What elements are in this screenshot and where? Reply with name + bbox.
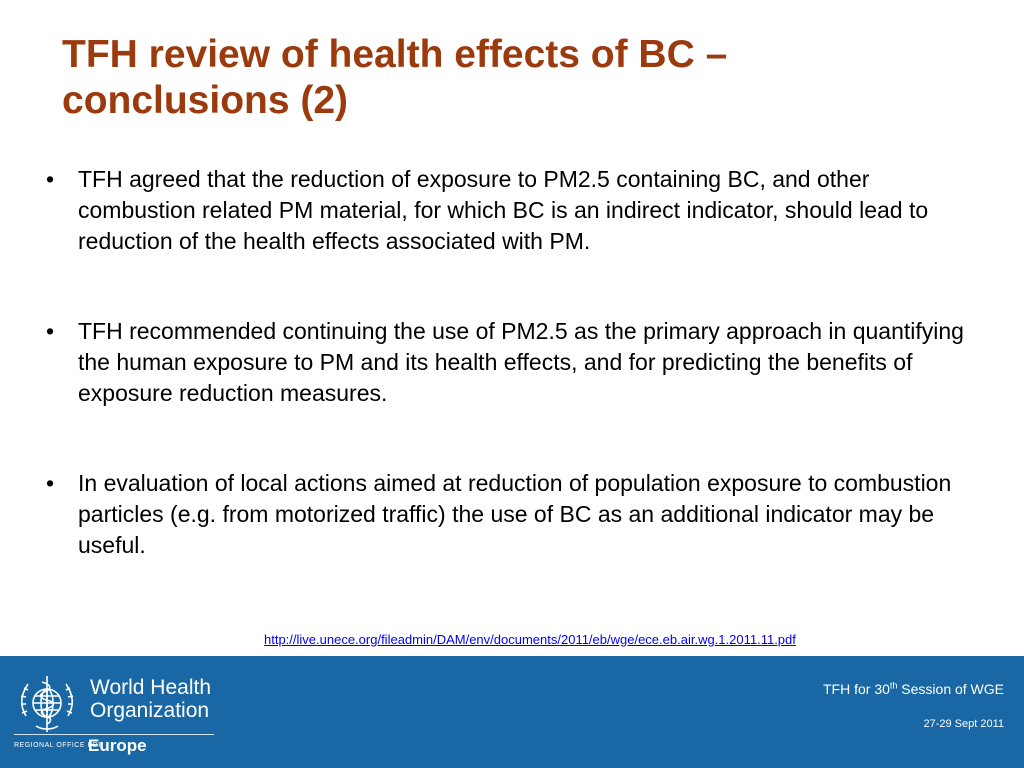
session-prefix: TFH for 30 bbox=[822, 681, 890, 697]
org-name bbox=[90, 676, 211, 722]
session-suffix: Session of WGE bbox=[897, 681, 1004, 697]
footer-bar bbox=[0, 656, 1024, 768]
bullet-text: TFH recommended continuing the use of PM2.5 as the primary approach in quantifying the human exposure to PM and its health effects, and for predicting the benefits of exposure reduction measures. bbox=[78, 318, 964, 406]
bullet-dot: • bbox=[45, 470, 55, 496]
slide-title bbox=[62, 32, 962, 124]
session-superscript: th bbox=[889, 680, 898, 691]
bullet-text: In evaluation of local actions aimed at reduction of population exposure to combustion particles (e.g. from motorized traffic) the use of BC as an additional indicator may be useful. bbox=[78, 470, 952, 558]
source-link[interactable]: http://live.unece.org/fileadmin/DAM/env/documents/2011/eb/wge/ece.eb.air.wg.1.2011.11.pdf bbox=[264, 632, 796, 647]
title-line-2: conclusions (2) bbox=[62, 79, 349, 122]
date-label: 27-29 Sept 2011 bbox=[923, 718, 1004, 730]
bullet-item bbox=[40, 164, 990, 257]
bullet-text: TFH agreed that the reduction of exposure to PM2.5 containing BC, and other combustion related PM material, for which BC is an indirect indicator, should lead to reduction of the health effects associated with PM. bbox=[78, 166, 929, 254]
bullet-dot: • bbox=[45, 166, 55, 192]
bullet-item bbox=[40, 316, 990, 409]
who-emblem-icon bbox=[14, 670, 80, 736]
bullet-list bbox=[40, 164, 990, 561]
logo-divider bbox=[14, 734, 214, 735]
region-label: Europe bbox=[88, 736, 147, 755]
org-name-line-2: Organization bbox=[90, 699, 210, 722]
title-line-1: TFH review of health effects of BC – bbox=[62, 33, 728, 76]
bullet-item bbox=[40, 468, 990, 561]
bullet-dot: • bbox=[45, 318, 55, 344]
session-label bbox=[823, 680, 1004, 698]
regional-office-label: REGIONAL OFFICE FOR bbox=[14, 742, 104, 749]
org-name-line-1: World Health bbox=[90, 676, 211, 699]
